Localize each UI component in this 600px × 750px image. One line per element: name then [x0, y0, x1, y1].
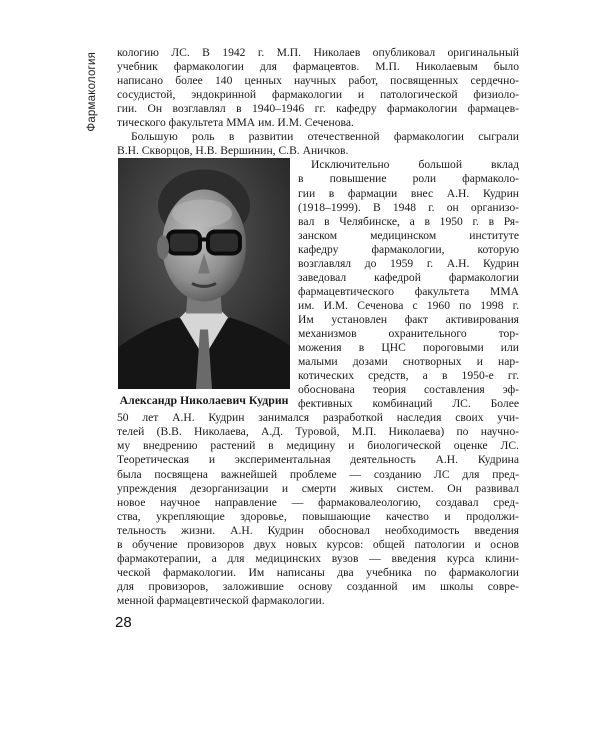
text-line: можения в ЦНС пороговыми или [298, 341, 519, 355]
text-line: заведовал кафедрой фармакологии [298, 270, 519, 284]
text-line: гии в фармации внес А.Н. Кудрин [298, 186, 519, 200]
glasses-left-lens [168, 232, 200, 254]
text-line: механизмов охранительного тор- [298, 327, 519, 340]
text-line: фармакотерапии, а для медицинских вузов — введения курса клини- [117, 551, 519, 565]
forehead-highlight [172, 200, 232, 228]
text-line: в повышение роли фармаколо- [298, 172, 519, 186]
text-line: в обучение провизоров двух новых курсов: общей патологии и основ [117, 537, 519, 551]
text-line: для провизоров, заложившие основу созданной им школы совре- [117, 579, 519, 593]
text-line: написано более 140 ценных научных работ, посвященных сердечно- [117, 74, 519, 88]
text-line: В.Н. Скворцов, Н.В. Вершинин, С.В. Аничков. [117, 144, 349, 158]
text-line: тельность жизни. А.Н. Кудрин обосновал необходимость введения [117, 523, 519, 537]
text-line: кологию ЛС. В 1942 г. М.П. Николаев опубликовал оригинальный [117, 46, 519, 59]
text-line: сосудистой, эндокринной фармакологии и патологической физиоло- [117, 88, 519, 102]
text-line: учебник фармакологии для фармацевтов. М.П. Николаевым было [117, 60, 519, 74]
text-line: телей (В.В. Николаева, А.Д. Туровой, М.П. Николаева) по научно- [117, 425, 519, 439]
text-line: менной фармацевтической фармакологии. [117, 593, 325, 607]
text-line: 50 лет А.Н. Кудрин занимался разработкой наследия своих учи- [117, 411, 519, 425]
text-line: упреждения дезорганизации и смерти живых систем. Он развивал [117, 481, 519, 495]
text-line: им. И.М. Сеченова с 1960 по 1998 г. [298, 298, 519, 312]
text-line: му внедрению растений в медицину и биологической оценке ЛС. [117, 439, 519, 453]
text-line: тического факультета ММА им. И.М. Сеченова. [117, 116, 354, 130]
ear-shape [157, 236, 169, 260]
text-line: новое научное направление — фармаковалеологию, создавал сред- [117, 495, 519, 509]
portrait-illustration [118, 158, 290, 389]
text-line: ства, укрепляющие здоровье, повышающие качество и продолжи- [117, 509, 519, 523]
text-line: фармацевтического факультета ММА [298, 284, 519, 298]
text-line: гии. Он возглавлял в 1940–1946 гг. кафедру фармакологии фармацев- [117, 102, 519, 116]
text-line: Большую роль в развитии отечественной фармакологии сыграли [131, 130, 519, 144]
text-line: была посвящена важнейшей проблеме — созданию ЛС для пред- [117, 467, 519, 481]
photo-caption: Александр Николаевич Кудрин [119, 393, 289, 408]
text-line: вал в Челябинске, а в 1950 г. в Ря- [298, 214, 519, 228]
text-line: котических средств, а в 1950-е гг. [298, 369, 519, 383]
text-line: ческой фармакологии. Им написаны два учебника по фармакологии [117, 565, 519, 579]
text-line: кафедру фармакологии, которую [298, 242, 519, 256]
text-line: малыми дозами снотворных и нар- [298, 355, 519, 369]
page-number: 28 [115, 614, 132, 631]
portrait-photo [118, 158, 290, 389]
glasses-bridge [200, 238, 208, 242]
text-line: фективных комбинаций ЛС. Более [298, 397, 519, 411]
text-line: Исключительно большой вклад [311, 158, 519, 172]
running-head: Фармакология [86, 52, 98, 132]
text-line: занском медицинском институте [298, 228, 519, 242]
text-line: возглавлял до 1959 г. А.Н. Кудрин [298, 256, 519, 270]
glasses-right-lens [208, 232, 240, 254]
text-line: Им установлен факт активирования [298, 312, 519, 326]
text-line: (1918–1999). В 1948 г. он организо- [298, 200, 519, 214]
text-line: Теоретическая и экспериментальная деятельность А.Н. Кудрина [117, 453, 519, 467]
text-line: обоснована теория составления эф- [298, 383, 519, 397]
